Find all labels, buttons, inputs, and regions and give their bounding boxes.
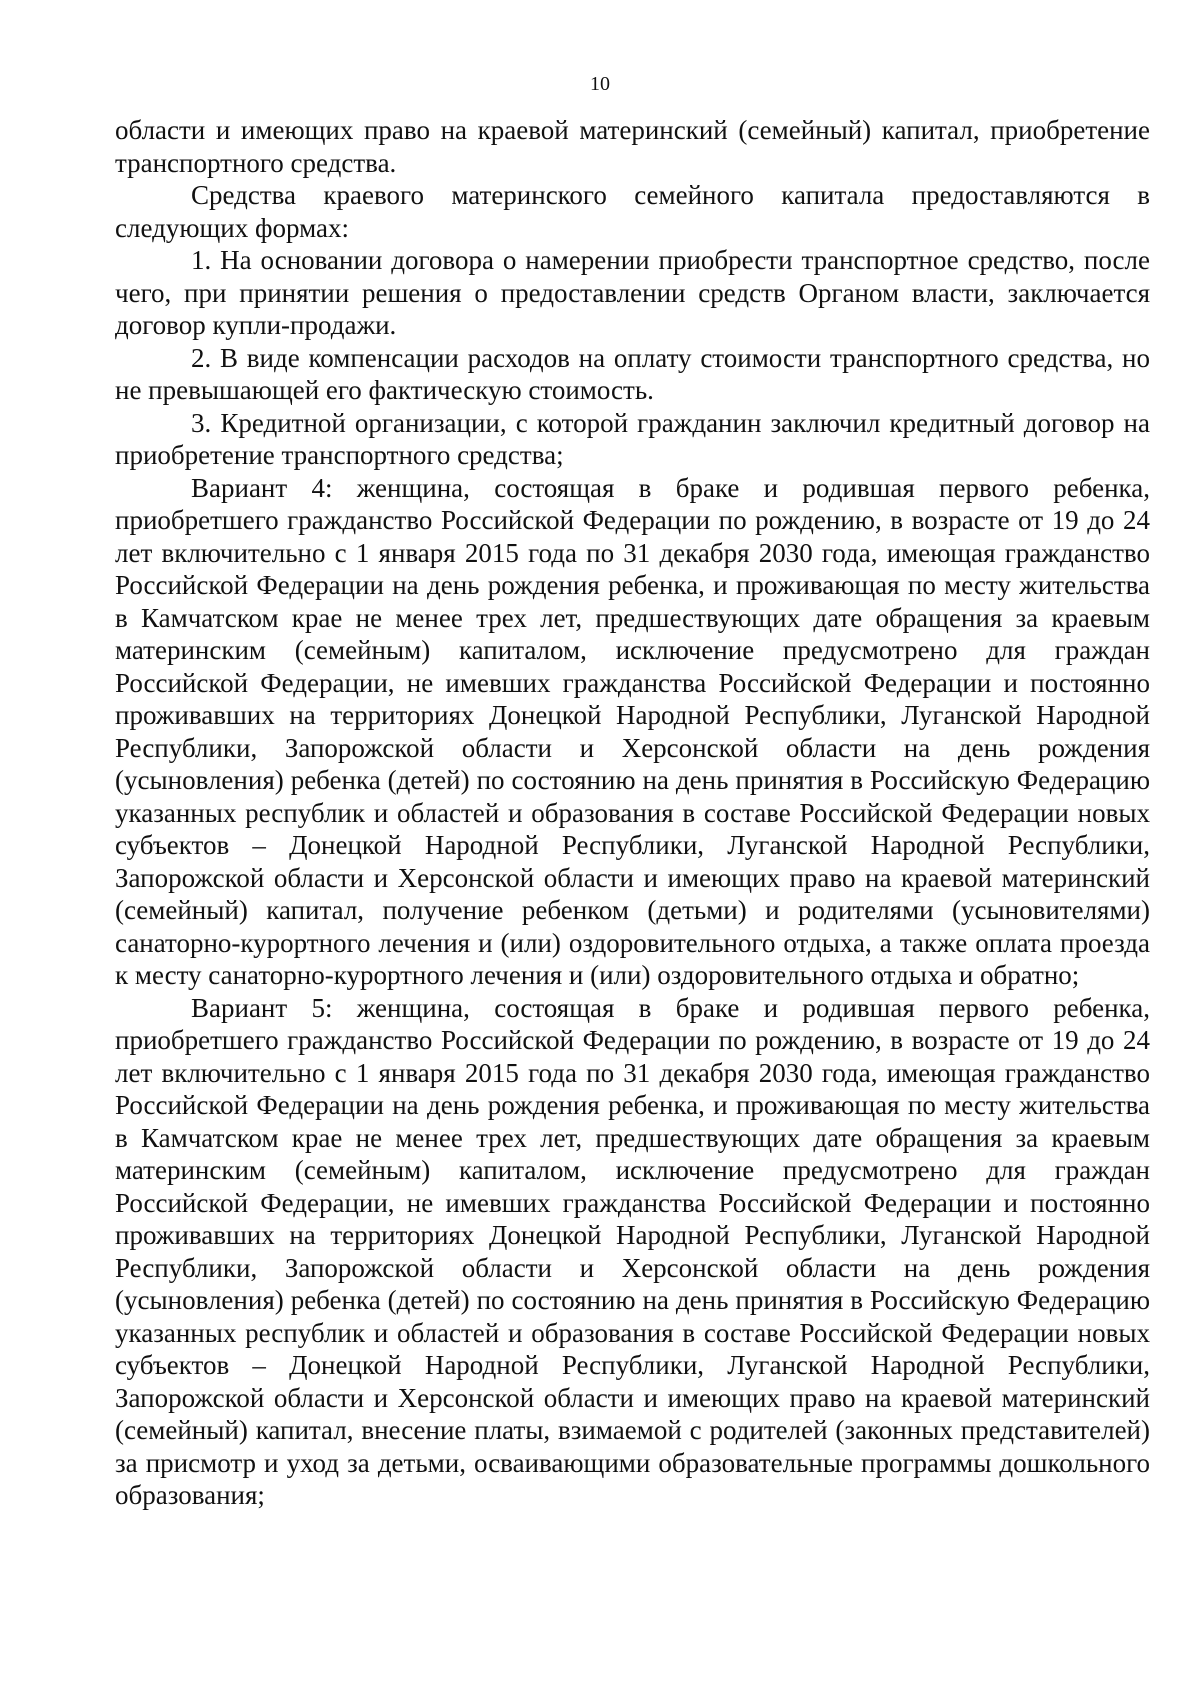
paragraph-form-1: 1. На основании договора о намерении приобрести транспортное средство, после чего, при принятии решения о предоставлении средств Органом власти, заключается договор купли-продажи. [115,245,1150,340]
paragraph-continuation: области и имеющих право на краевой материнский (семейный) капитал, приобретение транспортного средства. [115,115,1150,178]
paragraph-variant-5: Вариант 5: женщина, состоящая в браке и родившая первого ребенка, приобретшего гражданство Российской Федерации по рождению, в возрасте от 19 до 24 лет включительно с 1 января 2015 года по 31 декабря 2030 года, имеющая гражданство Российской Федерации на день рождения ребенка, и проживающая по месту жительства в Камчатском крае не менее трех лет, предшествующих дате обращения за краевым материнским (семейным) капиталом, исключение предусмотрено для граждан Российской Федерации, не имевших гражданства Российской Федерации и постоянно проживавших на территориях Донецкой Народной Республики, Луганской Народной Республики, Запорожской области и Херсонской области на день рождения (усыновления) ребенка (детей) по состоянию на день принятия в Российскую Федерацию указанных республик и областей и образования в составе Российской Федерации новых субъектов – Донецкой Народной Республики, Луганской Народной Республики, Запорожской области и Херсонской области и имеющих право на краевой материнский (семейный) капитал, внесение платы, взимаемой с родителей (законных представителей) за присмотр и уход за детьми, осваивающими образовательные программы дошкольного образования; [115,992,1150,1510]
page-number: 10 [590,73,610,95]
paragraph-forms-intro: Средства краевого материнского семейного капитала предоставляются в следующих формах: [115,180,1150,243]
paragraph-form-2: 2. В виде компенсации расходов на оплату стоимости транспортного средства, но не превышающей его фактическую стоимость. [115,342,1150,405]
paragraph-form-3: 3. Кредитной организации, с которой гражданин заключил кредитный договор на приобретение транспортного средства; [115,407,1150,470]
document-body [115,114,1150,1512]
paragraph-variant-4: Вариант 4: женщина, состоящая в браке и родившая первого ребенка, приобретшего гражданство Российской Федерации по рождению, в возрасте от 19 до 24 лет включительно с 1 января 2015 года по 31 декабря 2030 года, имеющая гражданство Российской Федерации на день рождения ребенка, и проживающая по месту жительства в Камчатском крае не менее трех лет, предшествующих дате обращения за краевым материнским (семейным) капиталом, исключение предусмотрено для граждан Российской Федерации, не имевших гражданства Российской Федерации и постоянно проживавших на территориях Донецкой Народной Республики, Луганской Народной Республики, Запорожской области и Херсонской области на день рождения (усыновления) ребенка (детей) по состоянию на день принятия в Российскую Федерацию указанных республик и областей и образования в составе Российской Федерации новых субъектов – Донецкой Народной Республики, Луганской Народной Республики, Запорожской области и Херсонской области и имеющих право на краевой материнский (семейный) капитал, получение ребенком (детьми) и родителями (усыновителями) санаторно-курортного лечения и (или) оздоровительного отдыха, а также оплата проезда к месту санаторно-курортного лечения и (или) оздоровительного отдыха и обратно; [115,472,1150,990]
